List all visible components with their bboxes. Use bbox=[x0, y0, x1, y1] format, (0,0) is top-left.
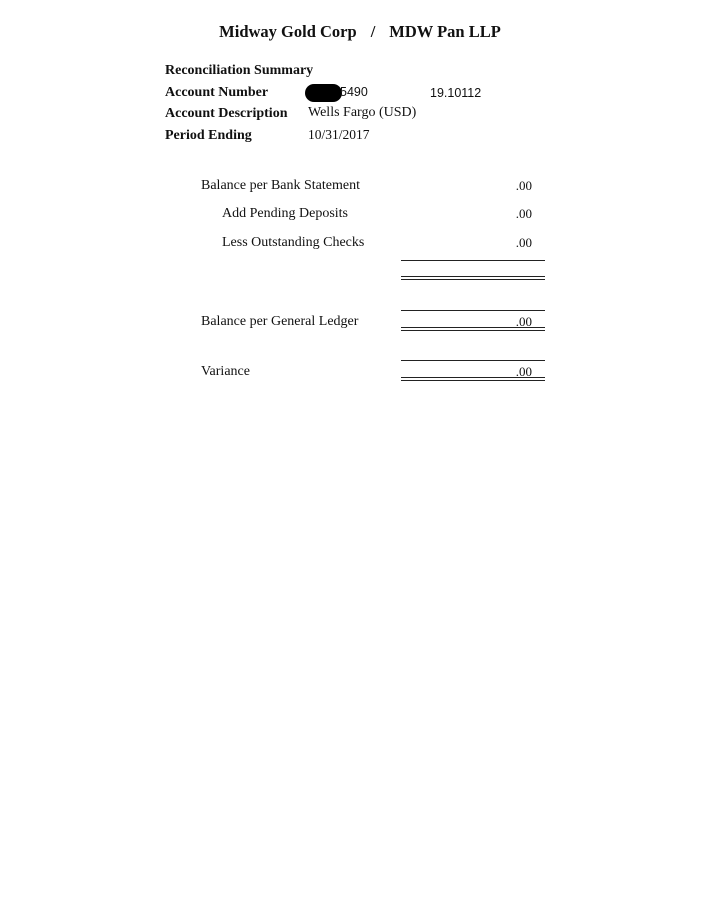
gl-account-code: 19.10112 bbox=[430, 86, 482, 100]
account-description-value: Wells Fargo (USD) bbox=[308, 105, 417, 120]
variance-double-rule-top bbox=[401, 377, 545, 378]
outstanding-checks-label: Less Outstanding Checks bbox=[222, 235, 365, 250]
bank-balance-label: Balance per Bank Statement bbox=[201, 178, 360, 193]
variance-top-rule bbox=[401, 360, 545, 361]
summary-heading: Reconciliation Summary bbox=[165, 63, 314, 78]
period-ending-value: 10/31/2017 bbox=[308, 127, 370, 142]
gl-balance-label: Balance per General Ledger bbox=[201, 314, 359, 329]
redaction-mark bbox=[305, 84, 342, 102]
bank-balance-value: .00 bbox=[515, 178, 532, 193]
subtotal-rule bbox=[401, 260, 545, 261]
report-title bbox=[0, 22, 711, 42]
pending-deposits-value: .00 bbox=[515, 206, 532, 221]
gl-balance-value: .00 bbox=[515, 314, 532, 329]
account-number-label: Account Number bbox=[165, 85, 269, 100]
account-number-value: 5490 bbox=[340, 85, 368, 99]
subtotal-double-rule-bottom bbox=[401, 279, 545, 280]
pending-deposits-label: Add Pending Deposits bbox=[222, 206, 348, 221]
gl-top-rule bbox=[401, 310, 545, 311]
gl-double-rule-top bbox=[401, 327, 545, 328]
subtotal-double-rule-top bbox=[401, 276, 545, 277]
variance-value: .00 bbox=[515, 364, 532, 379]
variance-double-rule-bottom bbox=[401, 380, 545, 381]
account-description-label: Account Description bbox=[165, 106, 288, 121]
outstanding-checks-value: .00 bbox=[515, 235, 532, 250]
company-name: Midway Gold Corp bbox=[219, 22, 357, 41]
title-separator: / bbox=[370, 22, 376, 41]
variance-label: Variance bbox=[201, 364, 250, 379]
gl-double-rule-bottom bbox=[401, 330, 545, 331]
period-ending-label: Period Ending bbox=[165, 128, 252, 143]
entity-name: MDW Pan LLP bbox=[389, 22, 501, 41]
